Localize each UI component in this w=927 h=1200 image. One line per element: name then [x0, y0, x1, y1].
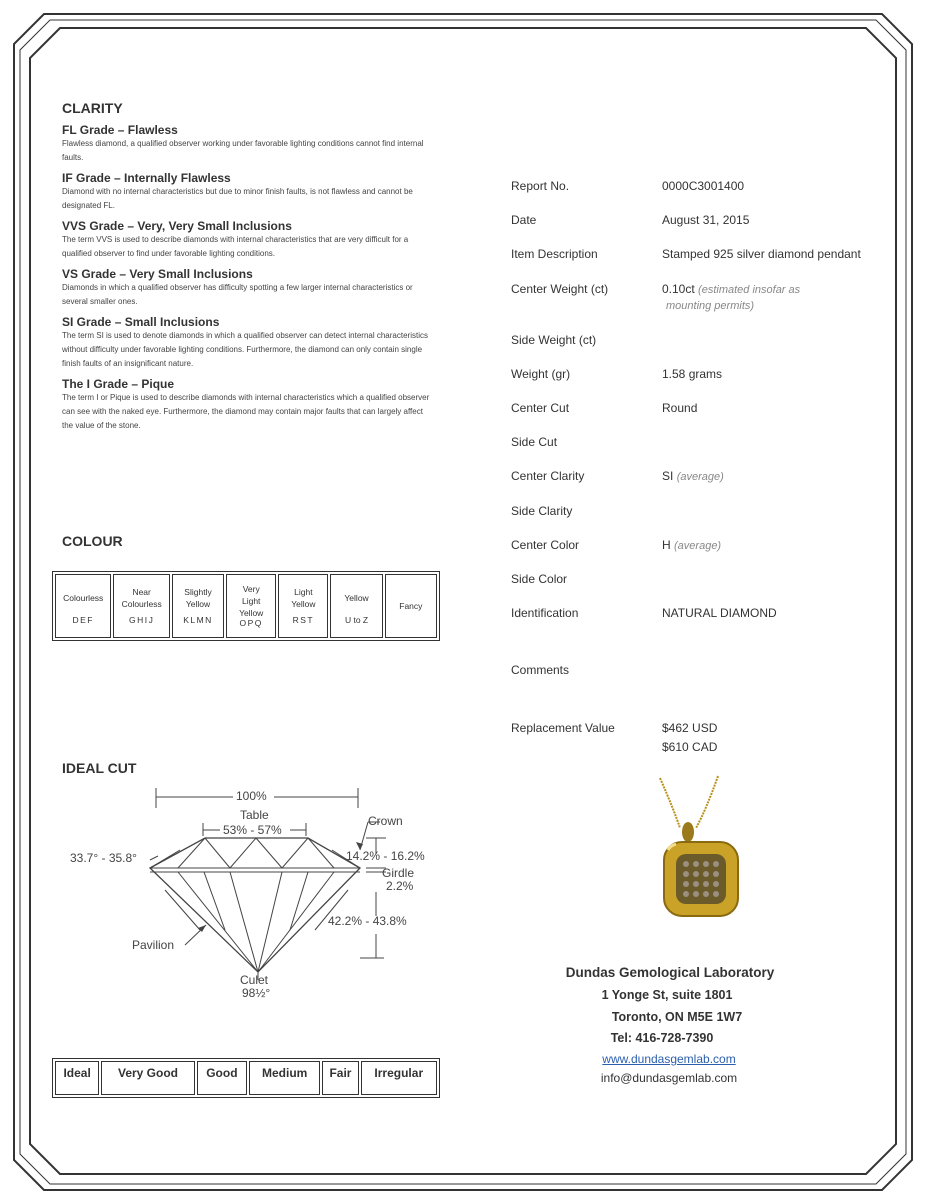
colour-cell-very-light-yellow [226, 574, 276, 638]
colour-cell-colourless [55, 574, 111, 638]
cut-crown-angle: 33.7° - 35.8° [70, 851, 137, 865]
cut-girdle-pct: 2.2% [386, 879, 414, 893]
field-label-side-color: Side Color [511, 572, 568, 586]
field-label-center-color: Center Color [511, 538, 580, 552]
cut-grade-ideal: Ideal [55, 1061, 99, 1095]
clarity-grade-vvs [62, 219, 432, 261]
colour-grades: U to Z [344, 615, 369, 625]
cut-grade-good: Good [197, 1061, 247, 1095]
ideal-cut-title: IDEAL CUT [62, 760, 137, 776]
grade-desc: The term I or Pique is used to describe diamonds with internal characteristics which a qualified observer can see with the naked eye. Furthermore, the diamond may contain major faults that can largely affect the value of the stone. [62, 393, 430, 430]
center-weight-value: 0.10ct [662, 282, 695, 296]
field-value-center-weight [662, 282, 800, 296]
center-color-value: H [662, 538, 671, 552]
cut-culet-label: Culet [240, 973, 269, 987]
colour-name: Yellow [344, 593, 369, 603]
field-label-side-weight: Side Weight (ct) [511, 333, 597, 347]
colour-cell-fancy [385, 574, 437, 638]
colour-name: Slightly Yellow [184, 587, 212, 609]
grade-desc: The term SI is used to denote diamonds in which a qualified observer can detect internal characteristics without difficulty under favorable lighting conditions. Furthermore, the diamond can only contain single finish faults of an insignificant nature. [62, 331, 428, 368]
colour-name: Fancy [399, 601, 423, 611]
center-clarity-value: SI [662, 469, 674, 483]
field-value-identification: NATURAL DIAMOND [662, 606, 777, 620]
cut-width-label: 100% [236, 789, 267, 803]
cut-culet-pct: 98½° [242, 986, 271, 1000]
field-value-date: August 31, 2015 [662, 213, 750, 227]
colour-grades: DEF [72, 615, 94, 625]
cut-table-range: 53% - 57% [223, 823, 282, 837]
clarity-grade-if [62, 171, 432, 213]
field-value-report-no: 0000C3001400 [662, 179, 745, 193]
grade-title: VS Grade – Very Small Inclusions [62, 267, 253, 281]
field-value-center-clarity [662, 469, 724, 483]
pendant-photo [640, 770, 750, 930]
lab-email: info@dundasgemlab.com [600, 1071, 738, 1085]
colour-cell-yellow [330, 574, 382, 638]
field-value-replacement-usd: $462 USD [662, 721, 718, 735]
clarity-grade-fl [62, 123, 432, 165]
colour-title: COLOUR [62, 533, 123, 549]
clarity-grade-i [62, 377, 432, 433]
field-label-date: Date [511, 213, 537, 227]
center-color-note: (average) [674, 540, 722, 552]
field-value-replacement-cad: $610 CAD [662, 740, 718, 754]
grade-desc: Diamond with no internal characteristics but due to minor finish faults, is not flawless and cannot be designated FL. [62, 187, 413, 210]
field-label-comments: Comments [511, 663, 570, 677]
grade-desc: Flawless diamond, a qualified observer working under favorable lighting conditions cannot find internal faults. [62, 139, 424, 162]
cut-crown-height: 14.2% - 16.2% [346, 849, 425, 863]
colour-grades: GHIJ [128, 615, 155, 625]
field-label-replacement-value: Replacement Value [511, 721, 615, 735]
cut-table-label: Table [240, 808, 269, 822]
field-value-center-cut: Round [662, 401, 698, 415]
cut-pavilion-label: Pavilion [132, 938, 175, 952]
clarity-grade-vs [62, 267, 432, 309]
colour-name: Colourless [63, 593, 104, 603]
field-value-weight: 1.58 grams [662, 367, 723, 381]
field-label-center-cut: Center Cut [511, 401, 570, 415]
cut-grade-medium: Medium [249, 1061, 320, 1095]
colour-scale-table [52, 571, 440, 641]
cut-pavilion-depth: 42.2% - 43.8% [328, 914, 407, 928]
clarity-title: CLARITY [62, 100, 123, 116]
grade-title: The I Grade – Pique [62, 377, 175, 391]
lab-name: Dundas Gemological Laboratory [565, 965, 775, 980]
grade-title: VVS Grade – Very, Very Small Inclusions [62, 219, 292, 233]
field-value-item-description: Stamped 925 silver diamond pendant [662, 247, 861, 261]
center-weight-note-2: mounting permits) [666, 300, 755, 312]
colour-cell-near-colourless [113, 574, 169, 638]
grade-title: SI Grade – Small Inclusions [62, 315, 220, 329]
grade-desc: Diamonds in which a qualified observer has difficulty spotting a few larger internal characteristics or several smaller ones. [62, 283, 413, 306]
field-label-side-cut: Side Cut [511, 435, 558, 449]
field-label-side-clarity: Side Clarity [511, 504, 573, 518]
field-label-report-no: Report No. [511, 179, 570, 193]
grade-desc: The term VVS is used to describe diamonds with internal characteristics that are very difficult for a qualified observer to find under favorable lighting conditions. [62, 235, 409, 258]
grade-title: IF Grade – Internally Flawless [62, 171, 231, 185]
center-clarity-note: (average) [676, 471, 724, 483]
cut-grade-irregular: Irregular [361, 1061, 437, 1095]
lab-website-link[interactable]: www.dundasgemlab.com [602, 1052, 736, 1066]
colour-name: Very Light Yellow [239, 584, 264, 618]
colour-name: Near Colourless [121, 587, 162, 609]
colour-grades: KLMN [183, 615, 213, 625]
field-label-center-weight: Center Weight (ct) [511, 282, 609, 296]
field-label-weight: Weight (gr) [511, 367, 571, 381]
cut-grade-fair: Fair [322, 1061, 358, 1095]
colour-cell-slightly-yellow [172, 574, 224, 638]
lab-phone: Tel: 416-728-7390 [610, 1031, 714, 1045]
colour-cell-light-yellow [278, 574, 328, 638]
field-label-identification: Identification [511, 606, 579, 620]
cut-grade-very-good: Very Good [101, 1061, 195, 1095]
colour-grades: RST [292, 615, 315, 625]
field-label-item-description: Item Description [511, 247, 598, 261]
cut-crown-label: Crown [368, 814, 403, 828]
cut-girdle-label: Girdle [382, 866, 415, 880]
grade-title: FL Grade – Flawless [62, 123, 178, 137]
cut-grade-table [52, 1058, 440, 1098]
lab-address-2: Toronto, ON M5E 1W7 [611, 1010, 743, 1024]
field-label-center-clarity: Center Clarity [511, 469, 585, 483]
colour-name: Light Yellow [291, 587, 316, 609]
colour-grades: OPQ [239, 618, 263, 628]
center-weight-note: (estimated insofar as [698, 284, 801, 296]
lab-address-1: 1 Yonge St, suite 1801 [601, 988, 733, 1002]
field-value-center-color [662, 538, 721, 552]
clarity-grade-si [62, 315, 432, 371]
